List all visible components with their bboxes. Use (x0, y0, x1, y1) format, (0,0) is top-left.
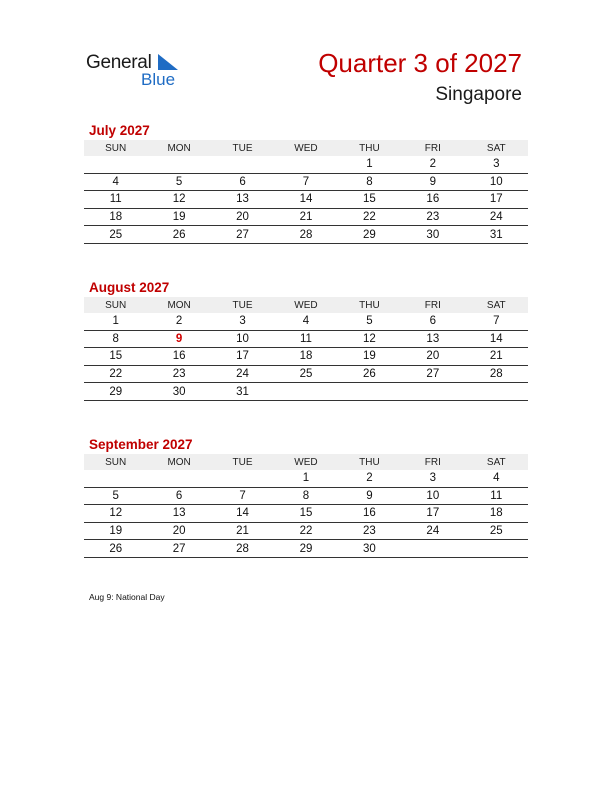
weekday-header-row (84, 454, 528, 470)
calendar-table (84, 297, 528, 401)
weekday-header: TUE (211, 297, 274, 313)
day-cell: 15 (274, 505, 337, 523)
day-cell: 23 (147, 365, 210, 383)
day-cell: 13 (211, 191, 274, 209)
day-cell: 21 (211, 522, 274, 540)
day-cell: 2 (338, 470, 401, 487)
week-row (84, 226, 528, 244)
page-title: Quarter 3 of 2027 (318, 48, 522, 78)
weekday-header: SUN (84, 140, 147, 156)
day-cell: 23 (338, 522, 401, 540)
day-cell: 22 (274, 522, 337, 540)
month-block-july (84, 122, 528, 244)
day-cell: 18 (465, 505, 528, 523)
day-cell: 9 (401, 173, 464, 191)
day-cell: 15 (84, 348, 147, 366)
weekday-header: TUE (211, 454, 274, 470)
day-cell: 5 (147, 173, 210, 191)
day-cell: 23 (401, 208, 464, 226)
week-row (84, 522, 528, 540)
weekday-header: TUE (211, 140, 274, 156)
week-row (84, 505, 528, 523)
generalblue-logo (86, 52, 196, 92)
weekday-header: SAT (465, 297, 528, 313)
week-row (84, 470, 528, 487)
weekday-header: SUN (84, 297, 147, 313)
day-cell: 21 (274, 208, 337, 226)
week-row (84, 330, 528, 348)
day-cell: 24 (211, 365, 274, 383)
weekday-header: SAT (465, 454, 528, 470)
month-block-august (84, 279, 528, 401)
day-cell: 13 (147, 505, 210, 523)
weekday-header: THU (338, 140, 401, 156)
day-cell: 24 (465, 208, 528, 226)
weekday-header: THU (338, 297, 401, 313)
day-cell: 26 (84, 540, 147, 558)
weekday-header: WED (274, 140, 337, 156)
day-cell: 8 (338, 173, 401, 191)
logo-text-blue: Blue (141, 70, 176, 89)
weekday-header: MON (147, 140, 210, 156)
day-cell: 20 (401, 348, 464, 366)
month-block-september (84, 436, 528, 558)
week-row (84, 348, 528, 366)
day-cell (147, 156, 210, 173)
weekday-header: FRI (401, 140, 464, 156)
month-title: July 2027 (89, 123, 150, 138)
week-row (84, 365, 528, 383)
day-cell: 12 (338, 330, 401, 348)
week-row (84, 540, 528, 558)
weekday-header: THU (338, 454, 401, 470)
week-row (84, 313, 528, 330)
day-cell (84, 470, 147, 487)
day-cell: 19 (84, 522, 147, 540)
day-cell (401, 540, 464, 558)
day-cell: 21 (465, 348, 528, 366)
logo-text-general: General (86, 52, 152, 73)
day-cell: 7 (274, 173, 337, 191)
day-cell: 16 (338, 505, 401, 523)
day-cell: 18 (84, 208, 147, 226)
weekday-header: FRI (401, 297, 464, 313)
day-cell: 22 (338, 208, 401, 226)
day-cell: 14 (274, 191, 337, 209)
day-cell: 1 (338, 156, 401, 173)
weekday-header-row (84, 297, 528, 313)
day-cell: 31 (465, 226, 528, 244)
day-cell: 30 (401, 226, 464, 244)
day-cell: 22 (84, 365, 147, 383)
day-cell: 3 (211, 313, 274, 330)
day-cell: 12 (147, 191, 210, 209)
day-cell: 14 (211, 505, 274, 523)
day-cell: 26 (338, 365, 401, 383)
day-cell: 4 (274, 313, 337, 330)
day-cell: 2 (401, 156, 464, 173)
day-cell (211, 156, 274, 173)
day-cell: 25 (84, 226, 147, 244)
day-cell: 5 (338, 313, 401, 330)
day-cell: 3 (465, 156, 528, 173)
day-cell: 14 (465, 330, 528, 348)
day-cell: 27 (211, 226, 274, 244)
day-cell: 9 (147, 330, 210, 348)
day-cell: 10 (401, 487, 464, 505)
weekday-header: WED (274, 297, 337, 313)
weekday-header-row (84, 140, 528, 156)
day-cell: 30 (147, 383, 210, 401)
calendar-table (84, 454, 528, 558)
day-cell: 24 (401, 522, 464, 540)
month-title: August 2027 (89, 280, 170, 295)
month-title: September 2027 (89, 437, 193, 452)
day-cell: 18 (274, 348, 337, 366)
day-cell: 4 (84, 173, 147, 191)
day-cell: 17 (465, 191, 528, 209)
day-cell (211, 470, 274, 487)
day-cell: 13 (401, 330, 464, 348)
weekday-header: MON (147, 454, 210, 470)
day-cell: 27 (147, 540, 210, 558)
week-row (84, 383, 528, 401)
day-cell: 3 (401, 470, 464, 487)
week-row (84, 191, 528, 209)
day-cell: 11 (274, 330, 337, 348)
day-cell: 25 (274, 365, 337, 383)
week-row (84, 487, 528, 505)
week-row (84, 208, 528, 226)
day-cell: 28 (465, 365, 528, 383)
day-cell: 15 (338, 191, 401, 209)
weekday-header: SUN (84, 454, 147, 470)
day-cell: 7 (211, 487, 274, 505)
day-cell: 28 (274, 226, 337, 244)
day-cell: 1 (84, 313, 147, 330)
day-cell: 20 (147, 522, 210, 540)
day-cell (274, 383, 337, 401)
day-cell: 30 (338, 540, 401, 558)
day-cell: 11 (465, 487, 528, 505)
day-cell (147, 470, 210, 487)
week-row (84, 156, 528, 173)
weekday-header: WED (274, 454, 337, 470)
day-cell: 8 (274, 487, 337, 505)
day-cell: 31 (211, 383, 274, 401)
day-cell: 17 (401, 505, 464, 523)
day-cell (338, 383, 401, 401)
day-cell: 17 (211, 348, 274, 366)
weekday-header: MON (147, 297, 210, 313)
day-cell: 26 (147, 226, 210, 244)
day-cell: 5 (84, 487, 147, 505)
day-cell: 6 (147, 487, 210, 505)
day-cell (84, 156, 147, 173)
day-cell: 10 (211, 330, 274, 348)
day-cell: 6 (401, 313, 464, 330)
calendar-table (84, 140, 528, 244)
day-cell: 12 (84, 505, 147, 523)
day-cell: 29 (338, 226, 401, 244)
day-cell: 25 (465, 522, 528, 540)
day-cell (465, 383, 528, 401)
day-cell: 19 (147, 208, 210, 226)
day-cell: 8 (84, 330, 147, 348)
day-cell: 7 (465, 313, 528, 330)
weekday-header: FRI (401, 454, 464, 470)
holiday-note: Aug 9: National Day (89, 592, 165, 602)
day-cell: 16 (147, 348, 210, 366)
day-cell: 10 (465, 173, 528, 191)
day-cell: 16 (401, 191, 464, 209)
day-cell: 4 (465, 470, 528, 487)
day-cell: 29 (84, 383, 147, 401)
day-cell: 9 (338, 487, 401, 505)
day-cell: 2 (147, 313, 210, 330)
day-cell: 19 (338, 348, 401, 366)
country-label: Singapore (435, 84, 522, 105)
day-cell (401, 383, 464, 401)
day-cell: 6 (211, 173, 274, 191)
day-cell: 11 (84, 191, 147, 209)
week-row (84, 173, 528, 191)
weekday-header: SAT (465, 140, 528, 156)
day-cell (274, 156, 337, 173)
day-cell: 28 (211, 540, 274, 558)
day-cell: 1 (274, 470, 337, 487)
day-cell (465, 540, 528, 558)
day-cell: 27 (401, 365, 464, 383)
day-cell: 20 (211, 208, 274, 226)
day-cell: 29 (274, 540, 337, 558)
